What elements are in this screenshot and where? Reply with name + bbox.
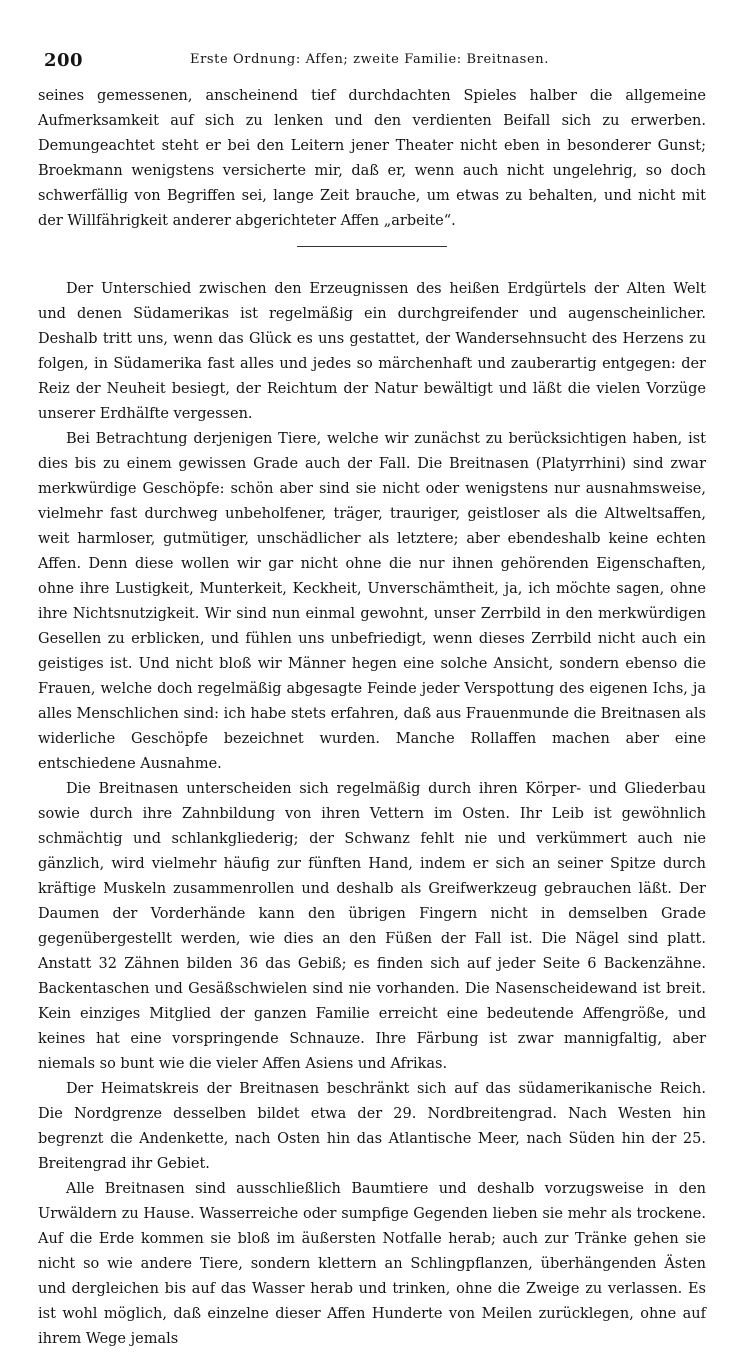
page-header: [40, 44, 703, 74]
paragraph: Bei Betrachtung derjenigen Tiere, welche wir zunächst zu berücksichtigen haben, ist dies bis zu einem gewissen Grade auch der Fall. Die Breitnasen (Platyrrhini) sind zwar merkwürdige Geschöpfe: schön aber sind sie nicht oder wenigstens nur ausnahmsweise, vielmehr fast durchweg unbeholfener, träger, trauriger, geistloser als die Altweltsaffen, weit harmloser, gutmütiger, unschädlicher als letztere; aber ebendeshalb keine echten Affen. Denn diese wollen wir gar nicht ohne die nur ihnen gehörenden Eigenschaften, ohne ihre Lustigkeit, Munterkeit, Keckheit, Unverschämtheit, ja, ich möchte sagen, ohne ihre Nichtsnutzigkeit. Wir sind nun einmal gewohnt, unser Zerrbild in den merkwürdigen Gesellen zu erblicken, und fühlen uns unbefriedigt, wenn dieses Zerrbild nicht auch ein geistiges ist. Und nicht bloß wir Männer hegen eine solche Ansicht, sondern ebenso die Frauen, welche doch regelmäßig abgesagte Feinde jeder Verspottung des eigenen Ichs, ja alles Menschlichen sind: ich habe stets erfahren, daß aus Frauenmunde die Breitnasen als widerliche Geschöpfe bezeichnet wurden. Manche Rollaffen machen aber eine entschiedene Ausnahme.: [38, 431, 706, 772]
paragraph-continued: seines gemessenen, anscheinend tief durchdachten Spieles halber die allgemeine Aufmerksamkeit auf sich zu lenken und den verdienten Beifall sich zu erwerben. Demungeachtet steht er bei den Leitern jener Theater nicht eben in besonderer Gunst; Broekmann wenigstens versicherte mir, daß er, wenn auch nicht ungelehrig, so doch schwerfällig von Begriffen sei, lange Zeit brauche, um etwas zu behalten, und nicht mit der Willfährigkeit anderer abgerichteter Affen „arbeite“.: [38, 88, 706, 229]
body-text: [38, 84, 706, 1352]
page-number: 200: [44, 50, 84, 71]
paragraph: Der Heimatskreis der Breitnasen beschränkt sich auf das südamerikanische Reich. Die Nordgrenze desselben bildet etwa der 29. Nordbreitengrad. Nach Westen hin begrenzt die Andenkette, nach Osten hin das Atlantische Meer, nach Süden hin der 25. Breitengrad ihr Gebiet.: [38, 1081, 706, 1172]
running-head: Erste Ordnung: Affen; zweite Familie: Breitnasen.: [190, 52, 549, 67]
section-separator: [297, 246, 447, 247]
paragraph: Alle Breitnasen sind ausschließlich Baumtiere und deshalb vorzugsweise in den Urwäldern zu Hause. Wasserreiche oder sumpfige Gegenden lieben sie mehr als trockene. Auf die Erde kommen sie bloß im äußersten Notfalle herab; auch zur Tränke gehen sie nicht so wie andere Tiere, sondern klettern an Schlingpflanzen, überhängenden Ästen und dergleichen bis auf das Wasser herab und trinken, ohne die Zweige zu verlassen. Es ist wohl möglich, daß einzelne dieser Affen Hunderte von Meilen zurücklegen, ohne auf ihrem Wege jemals: [38, 1181, 706, 1347]
paragraph: Der Unterschied zwischen den Erzeugnissen des heißen Erdgürtels der Alten Welt und denen Südamerikas ist regelmäßig ein durchgreifender und augenscheinlicher. Deshalb tritt uns, wenn das Glück es uns gestattet, der Wandersehnsucht des Herzens zu folgen, in Südamerika fast alles und jedes so märchenhaft und zauberartig entgegen: der Reiz der Neuheit besiegt, der Reichtum der Natur bewältigt und läßt die vielen Vorzüge unserer Erdhälfte vergessen.: [38, 281, 706, 422]
paragraph: Die Breitnasen unterscheiden sich regelmäßig durch ihren Körper- und Gliederbau sowie durch ihre Zahnbildung von ihren Vettern im Osten. Ihr Leib ist gewöhnlich schmächtig und schlankgliederig; der Schwanz fehlt nie und verkümmert auch nie gänzlich, wird vielmehr häufig zur fünften Hand, indem er sich an seiner Spitze durch kräftige Muskeln zusammenrollen und deshalb als Greifwerkzeug gebrauchen läßt. Der Daumen der Vorderhände kann den übrigen Fingern nicht in demselben Grade gegenübergestellt werden, wie dies an den Füßen der Fall ist. Die Nägel sind platt. Anstatt 32 Zähnen bilden 36 das Gebiß; es finden sich auf jeder Seite 6 Backenzähne. Backentaschen und Gesäßschwielen sind nie vorhanden. Die Nasenscheidewand ist breit. Kein einziges Mitglied der ganzen Familie erreicht eine bedeutende Affengröße, und keines hat eine vorspringende Schnauze. Ihre Färbung ist zwar mannigfaltig, aber niemals so bunt wie die vieler Affen Asiens und Afrikas.: [38, 781, 706, 1072]
